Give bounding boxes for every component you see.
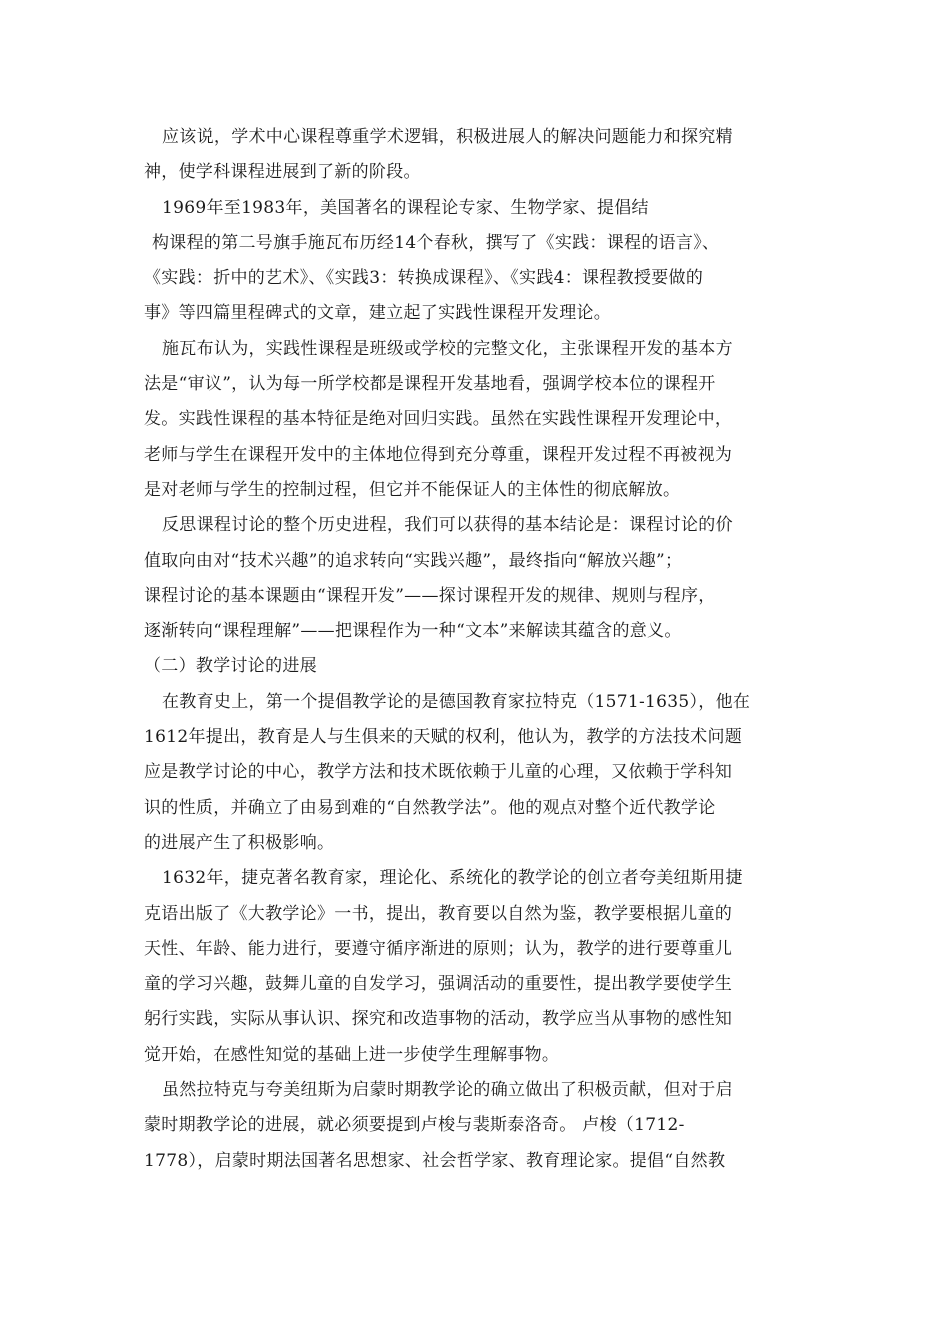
text-line: 的进展产生了积极影响。: [144, 832, 335, 853]
text-line: 老师与学生在课程开发中的主体地位得到充分尊重，课程开发过程不再被视为: [144, 444, 733, 465]
text-line: 躬行实践，实际从事认识、探究和改造事物的活动，教学应当从事物的感性知: [144, 1009, 733, 1030]
text-line: 构课程的第二号旗手施瓦布历经14个春秋，撰写了《实践：课程的语言》、: [152, 232, 720, 253]
document-body: [144, 120, 812, 1179]
text-line: 1632年，捷克著名教育家，理论化、系统化的教学论的创立者夸美纽斯用捷: [162, 868, 743, 889]
text-line: 蒙时期教学论的进展，就必须要提到卢梭与裴斯泰洛奇。 卢梭（1712-: [144, 1115, 685, 1136]
text-line: 在教育史上，第一个提倡教学论的是德国教育家拉特克（1571-1635），他在: [162, 691, 751, 712]
text-line: 克语出版了《大教学论》一书，提出，教育要以自然为鉴，教学要根据儿童的: [144, 903, 733, 924]
text-line: 发。实践性课程的基本特征是绝对回归实践。虽然在实践性课程开发理论中，: [144, 409, 733, 430]
text-line: 神，使学科课程进展到了新的阶段。: [144, 162, 421, 183]
text-line: 逐渐转向“课程理解”——把课程作为一种“文本”来解读其蕴含的意义。: [144, 621, 682, 642]
text-line: 1778），启蒙时期法国著名思想家、社会哲学家、教育理论家。提倡“自然教: [144, 1150, 726, 1171]
text-line: 觉开始，在感性知觉的基础上进一步使学生理解事物。: [144, 1044, 560, 1065]
text-line: 1969年至1983年，美国著名的课程论专家、生物学家、提倡结: [162, 197, 649, 218]
section-heading: （二）教学讨论的进展: [144, 656, 317, 677]
text-line: 《实践：折中的艺术》、《实践3：转换成课程》、《实践4：课程教授要做的: [144, 268, 704, 289]
text-line: 法是“审议”，认为每一所学校都是课程开发基地看，强调学校本位的课程开: [144, 374, 716, 395]
text-line: 应该说，学术中心课程尊重学术逻辑，积极进展人的解决问题能力和探究精: [162, 127, 733, 147]
text-line: 天性、年龄、能力进行，要遵守循序渐进的原则；认为，教学的进行要尊重儿: [144, 938, 733, 959]
text-line: 反思课程讨论的整个历史进程，我们可以获得的基本结论是：课程讨论的价: [162, 515, 733, 536]
text-line: 识的性质，并确立了由易到难的“自然教学法”。他的观点对整个近代教学论: [144, 797, 716, 818]
text-line: 虽然拉特克与夸美纽斯为启蒙时期教学论的确立做出了积极贡献，但对于启: [162, 1080, 733, 1101]
text-line: 是对老师与学生的控制过程，但它并不能保证人的主体性的彻底解放。: [144, 479, 681, 500]
text-line: 施瓦布认为，实践性课程是班级或学校的完整文化，主张课程开发的基本方: [162, 338, 733, 359]
text-line: 童的学习兴趣，鼓舞儿童的自发学习，强调活动的重要性，提出教学要使学生: [144, 974, 733, 995]
text-line: 课程讨论的基本课题由“课程开发”——探讨课程开发的规律、规则与程序，: [144, 585, 716, 606]
text-line: 应是教学讨论的中心，教学方法和技术既依赖于儿童的心理，又依赖于学科知: [144, 762, 733, 783]
text-line: 值取向由对“技术兴趣”的追求转向“实践兴趣”，最终指向“解放兴趣”；: [144, 550, 683, 571]
text-line: 事》等四篇里程碑式的文章，建立起了实践性课程开发理论。: [144, 303, 612, 324]
text-line: 1612年提出，教育是人与生俱来的天赋的权利，他认为，教学的方法技术问题: [144, 727, 743, 748]
